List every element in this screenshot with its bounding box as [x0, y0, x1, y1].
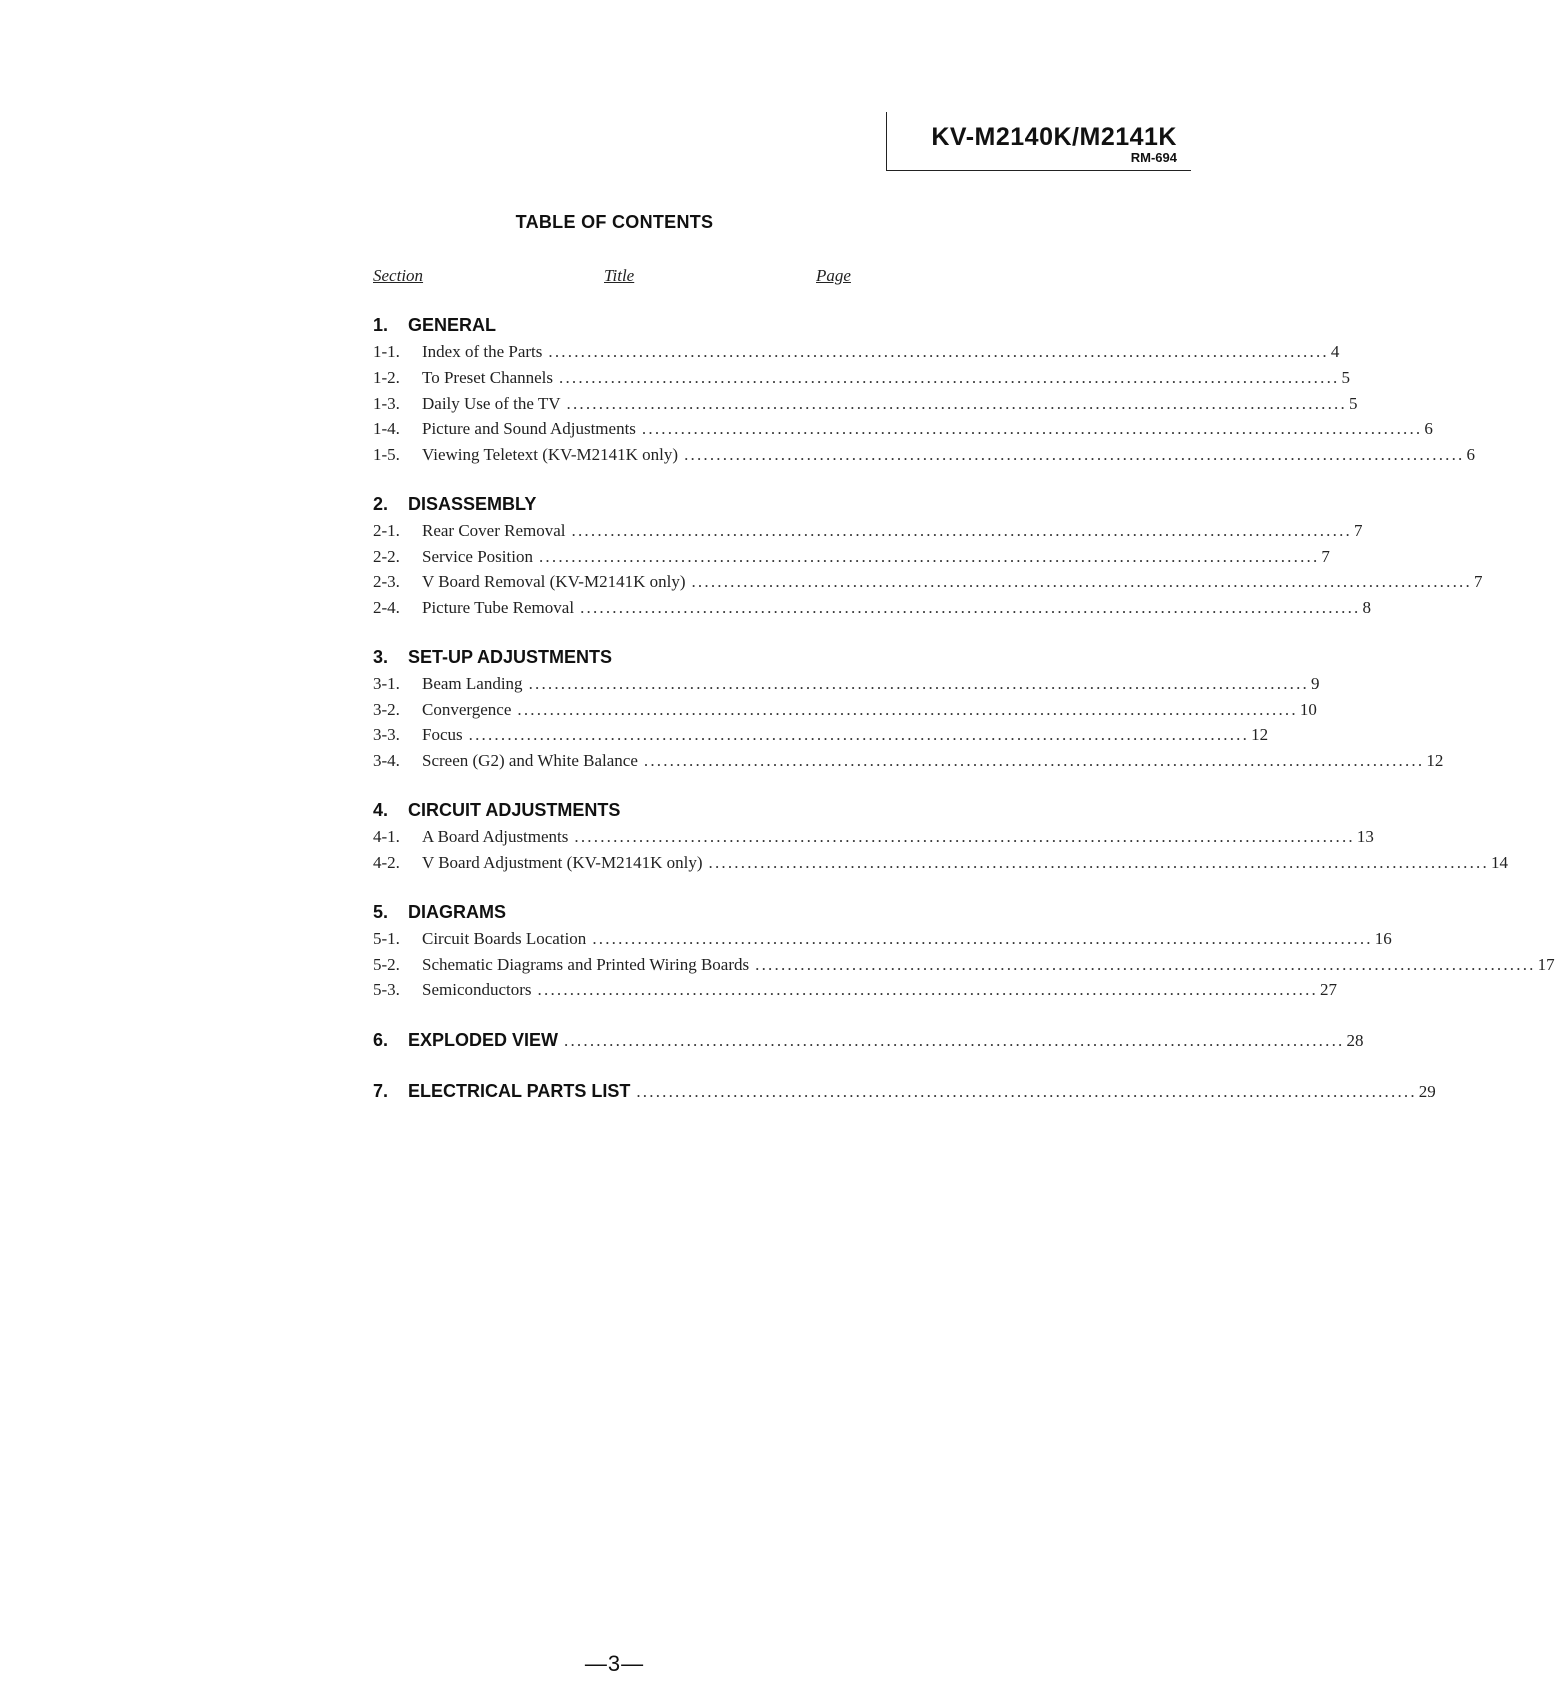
entry-number: 1-3.	[373, 394, 400, 413]
entry-number: 2-4.	[373, 598, 400, 617]
dot-leader: .........................................................................................................................	[684, 445, 1465, 464]
dot-leader: .........................................................................................................................	[643, 751, 1425, 770]
section-number: 2.	[373, 494, 389, 514]
section-number: 3.	[373, 647, 389, 667]
entry-title: Beam Landing	[422, 674, 523, 693]
entry-page: 7	[1353, 521, 1363, 540]
entry-page: 12	[1426, 751, 1444, 770]
section-heading	[373, 494, 536, 515]
toc-section-entry[interactable]	[373, 1081, 1436, 1102]
entry-number: 2-2.	[373, 547, 400, 566]
remote-model: RM-694	[1130, 150, 1177, 165]
section-title: SET-UP ADJUSTMENTS	[408, 647, 613, 667]
entry-page: 13	[1356, 827, 1374, 846]
entry-title: Service Position	[422, 547, 533, 566]
section-title: CIRCUIT ADJUSTMENTS	[408, 800, 621, 820]
toc-entry[interactable]	[373, 547, 1330, 567]
dot-leader: .........................................................................................................................	[592, 929, 1373, 948]
entry-page: 5	[1341, 368, 1350, 387]
section-number: 5.	[373, 902, 389, 922]
dot-leader: .........................................................................................................................	[571, 521, 1352, 540]
section-number: 6.	[373, 1030, 389, 1050]
dot-leader: .........................................................................................................................	[708, 853, 1489, 872]
dot-leader: .........................................................................................................................	[636, 1082, 1417, 1101]
toc-entry[interactable]	[373, 751, 1444, 771]
model-title: KV-M2140K/M2141K	[931, 123, 1177, 151]
entry-title: Circuit Boards Location	[422, 929, 587, 948]
entry-number: 5-1.	[373, 929, 400, 948]
toc-entry[interactable]	[373, 572, 1483, 592]
entry-number: 1-4.	[373, 419, 400, 438]
entry-title: Schematic Diagrams and Printed Wiring Boards	[422, 955, 750, 974]
toc-entry[interactable]	[373, 521, 1363, 541]
entry-number: 3-2.	[373, 700, 400, 719]
dot-leader: .........................................................................................................................	[548, 342, 1329, 361]
entry-title: Semiconductors	[422, 980, 532, 999]
column-header-title: Title	[604, 266, 635, 285]
entry-title: Focus	[422, 725, 463, 744]
section-title: EXPLODED VIEW	[408, 1030, 559, 1050]
entry-page: 16	[1374, 929, 1392, 948]
toc-entry[interactable]	[373, 725, 1269, 745]
toc-entry[interactable]	[373, 700, 1317, 720]
section-title: DISASSEMBLY	[408, 494, 537, 514]
entry-page: 6	[1424, 419, 1433, 438]
entry-number: 3-3.	[373, 725, 400, 744]
entry-title: Convergence	[422, 700, 512, 719]
entry-page: 9	[1311, 674, 1320, 693]
dot-leader: .........................................................................................................................	[517, 700, 1298, 719]
entry-page: 12	[1251, 725, 1269, 744]
toc-entry[interactable]	[373, 674, 1320, 694]
toc-entry[interactable]	[373, 853, 1508, 873]
toc-title: TABLE OF CONTENTS	[515, 212, 714, 232]
entry-title: Viewing Teletext (KV-M2141K only)	[422, 445, 679, 464]
dot-leader: .........................................................................................................................	[468, 725, 1250, 744]
toc-entry[interactable]	[373, 955, 1555, 975]
entry-number: 3-1.	[373, 674, 400, 693]
dot-leader: .........................................................................................................................	[566, 394, 1347, 413]
entry-number: 4-2.	[373, 853, 400, 872]
entry-page: 7	[1321, 547, 1330, 566]
entry-title: A Board Adjustments	[422, 827, 569, 846]
entry-title: Screen (G2) and White Balance	[422, 751, 638, 770]
page-number: —3—	[584, 1651, 645, 1676]
section-heading	[373, 315, 496, 336]
entry-page: 28	[1346, 1031, 1364, 1050]
section-number: 1.	[373, 315, 389, 335]
toc-entry[interactable]	[373, 980, 1337, 1000]
toc-entry[interactable]	[373, 929, 1392, 949]
section-number: 7.	[373, 1081, 389, 1101]
section-heading	[373, 647, 612, 668]
entry-number: 1-1.	[373, 342, 400, 361]
toc-entry[interactable]	[373, 445, 1476, 465]
entry-title: Daily Use of the TV	[422, 394, 561, 413]
section-heading	[373, 800, 620, 821]
entry-page: 6	[1466, 445, 1476, 464]
dot-leader: .........................................................................................................................	[574, 827, 1355, 846]
entry-number: 5-2.	[373, 955, 400, 974]
dot-leader: .........................................................................................................................	[580, 598, 1361, 617]
column-header-section: Section	[373, 266, 424, 285]
model-header	[886, 112, 1191, 171]
section-title: ELECTRICAL PARTS LIST	[408, 1081, 631, 1101]
entry-number: 3-4.	[373, 751, 400, 770]
dot-leader: .........................................................................................................................	[559, 368, 1340, 387]
toc-section-entry[interactable]	[373, 1030, 1364, 1051]
toc-entry[interactable]	[373, 394, 1358, 414]
entry-title: V Board Adjustment (KV-M2141K only)	[422, 853, 703, 872]
dot-leader: .........................................................................................................................	[564, 1031, 1345, 1050]
entry-number: 4-1.	[373, 827, 400, 846]
dot-leader: .........................................................................................................................	[755, 955, 1536, 974]
entry-title: V Board Removal (KV-M2141K only)	[422, 572, 686, 591]
toc-entry[interactable]	[373, 827, 1374, 847]
entry-number: 2-3.	[373, 572, 400, 591]
section-number: 4.	[373, 800, 389, 820]
entry-page: 7	[1473, 572, 1483, 591]
dot-leader: .........................................................................................................................	[641, 419, 1423, 438]
entry-number: 2-1.	[373, 521, 400, 540]
entry-title: Picture Tube Removal	[422, 598, 575, 617]
entry-title: Rear Cover Removal	[422, 521, 566, 540]
dot-leader: .........................................................................................................................	[691, 572, 1472, 591]
entry-page: 14	[1490, 853, 1508, 872]
entry-page: 4	[1330, 342, 1340, 361]
entry-title: Picture and Sound Adjustments	[422, 419, 636, 438]
entry-number: 1-2.	[373, 368, 400, 387]
entry-title: To Preset Channels	[422, 368, 554, 387]
entry-page: 27	[1320, 980, 1337, 999]
entry-page: 17	[1537, 955, 1555, 974]
toc-entry[interactable]	[373, 342, 1340, 362]
dot-leader: .........................................................................................................................	[538, 547, 1320, 566]
column-header-page: Page	[816, 266, 851, 285]
toc-entry[interactable]	[373, 368, 1350, 388]
entry-number: 1-5.	[373, 445, 400, 464]
entry-page: 10	[1299, 700, 1317, 719]
section-title: DIAGRAMS	[408, 902, 506, 922]
toc-entry[interactable]	[373, 598, 1372, 618]
entry-page: 5	[1348, 394, 1358, 413]
entry-number: 5-3.	[373, 980, 400, 999]
dot-leader: .........................................................................................................................	[528, 674, 1310, 693]
dot-leader: .........................................................................................................................	[537, 980, 1318, 999]
entry-page: 8	[1362, 598, 1372, 617]
entry-page: 29	[1418, 1082, 1436, 1101]
entry-title: Index of the Parts	[422, 342, 543, 361]
section-heading	[373, 902, 506, 923]
section-title: GENERAL	[408, 315, 497, 335]
toc-entry[interactable]	[373, 419, 1433, 439]
